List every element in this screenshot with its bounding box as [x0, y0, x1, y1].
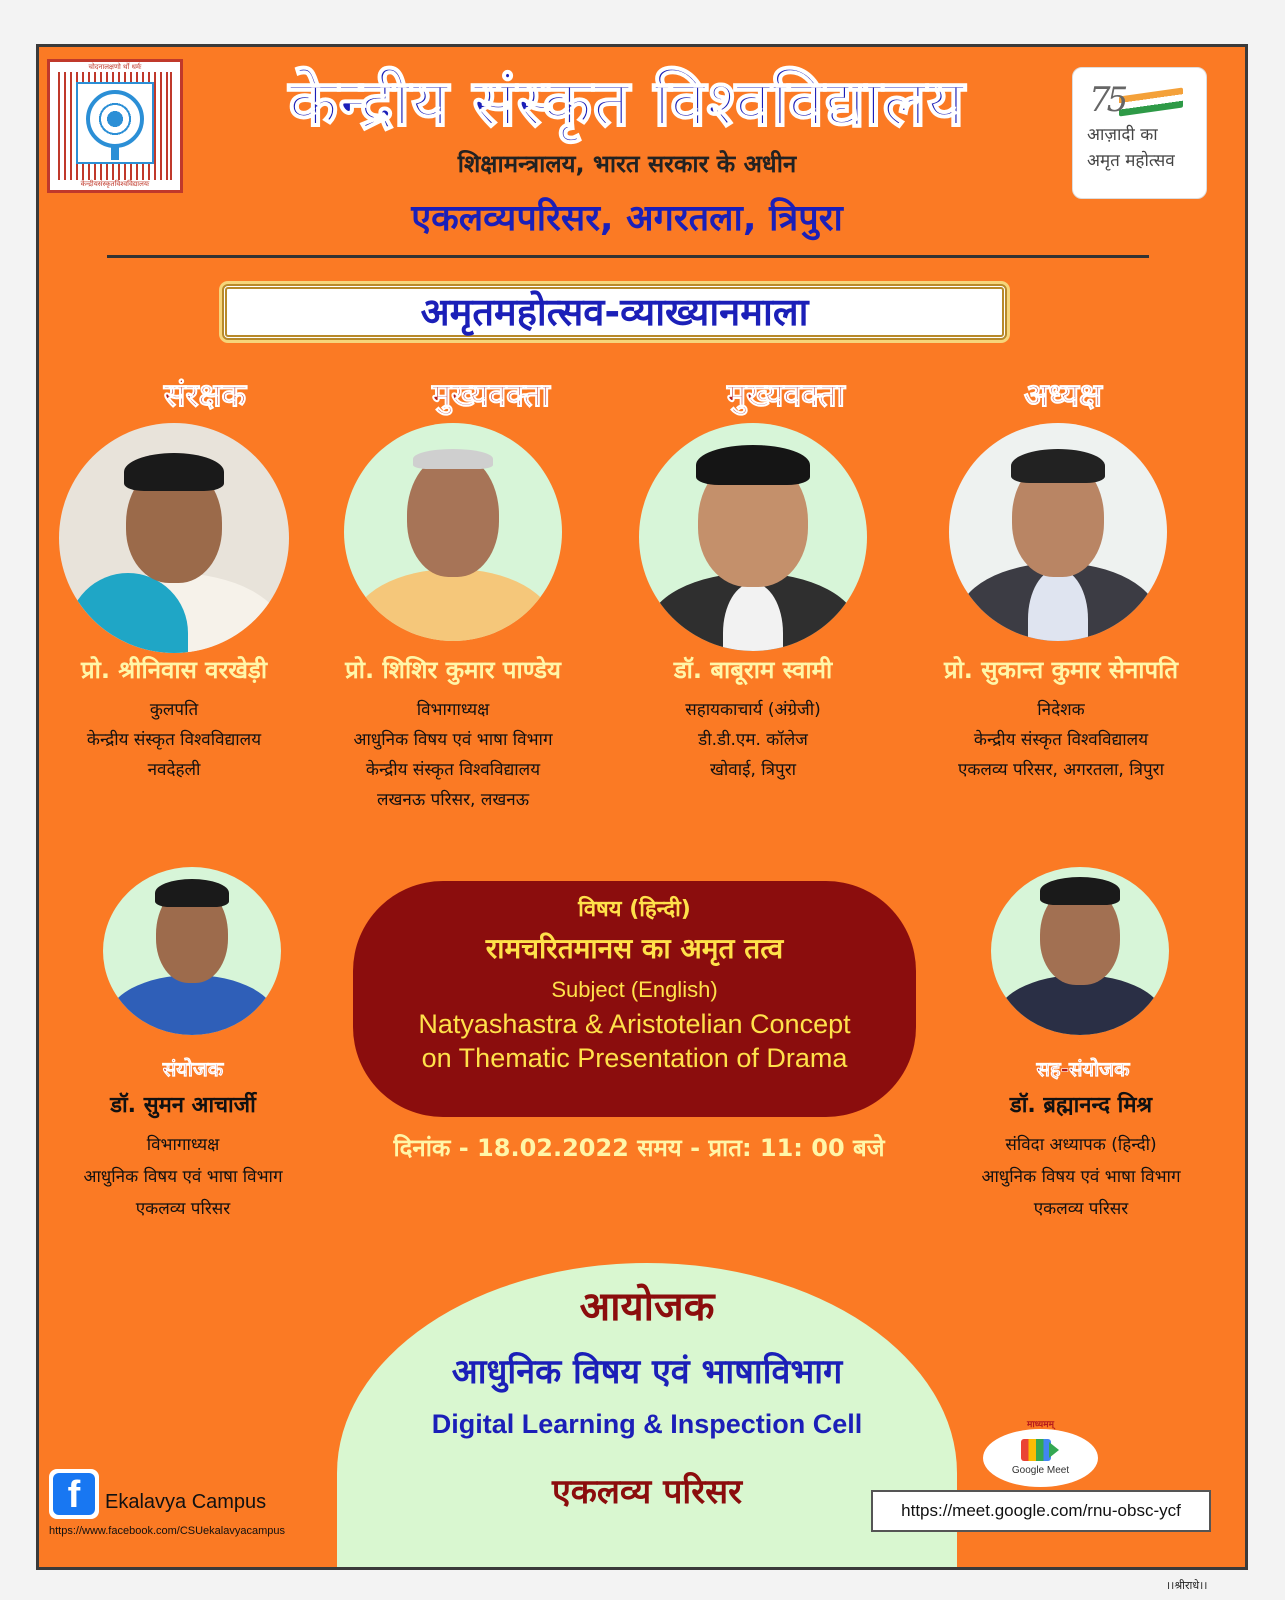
azadi-line2: अमृत महोत्सव [1087, 151, 1175, 171]
university-logo [47, 59, 183, 193]
coordinator-desc-line: एकलव्य परिसर [135, 1199, 231, 1219]
google-meet-icon [1021, 1439, 1051, 1461]
organizer-department: आधुनिक विषय एवं भाषाविभाग [451, 1352, 843, 1392]
photo-hair [155, 879, 229, 907]
photo-hair [1011, 449, 1105, 483]
speaker-desc-line: विभागाध्यक्ष [416, 700, 490, 720]
google-meet-logo [983, 1420, 1098, 1487]
google-meet-link[interactable]: https://meet.google.com/rnu-obsc-ycf [871, 1490, 1211, 1532]
series-title-banner: अमृतमहोत्सव-व्याख्यानमाला [222, 284, 1007, 340]
speaker-desc-line: डी.डी.एम. कॉलेज [698, 730, 808, 750]
lotus-emblem-icon [86, 90, 144, 148]
speaker-desc-line: निदेशक [1037, 700, 1085, 720]
photo-hair [124, 453, 224, 491]
speaker-desc-line: नवदेहली [147, 760, 201, 780]
subject-hindi-title: रामचरितमानस का अमृत तत्व [485, 932, 784, 965]
speaker-desc-line: आधुनिक विषय एवं भाषा विभाग [353, 730, 553, 750]
photo-face [407, 453, 499, 577]
photo-body [107, 975, 277, 1035]
co-coordinator-desc-line: संविदा अध्यापक (हिन्दी) [1005, 1135, 1157, 1155]
speaker-desc [36, 695, 324, 785]
speaker-name: प्रो. श्रीनिवास वरखेड़ी [80, 656, 268, 684]
facebook-page-name[interactable]: Ekalavya Campus [105, 1491, 267, 1513]
speaker-role: संरक्षक [163, 376, 247, 414]
campus-title: एकलव्यपरिसर, अगरतला, त्रिपुरा [411, 198, 843, 239]
speaker-desc [911, 695, 1211, 785]
speaker-desc-line: केन्द्रीय संस्कृत विश्वविद्यालय [86, 730, 262, 750]
google-meet-icon-lens [1049, 1442, 1059, 1458]
speaker-role: मुख्यवक्ता [432, 376, 550, 414]
subject-english-label: Subject (English) [551, 977, 718, 1002]
speaker-desc [603, 695, 903, 785]
coordinator-desc-line: आधुनिक विषय एवं भाषा विभाग [83, 1167, 283, 1187]
coordinator-photo [103, 867, 281, 1035]
speaker-desc-line: केन्द्रीय संस्कृत विश्वविद्यालय [365, 760, 541, 780]
facebook-icon[interactable]: f [49, 1469, 99, 1519]
coordinator-role: संयोजक [162, 1057, 224, 1081]
google-meet-caption: माध्यमम् [1026, 1420, 1055, 1430]
organizer-campus: एकलव्य परिसर [551, 1472, 743, 1512]
speaker-name: प्रो. शिशिर कुमार पाण्डेय [345, 656, 561, 684]
photo-hair [1040, 877, 1120, 905]
co-coordinator-name: डॉ. ब्रह्मानन्द मिश्र [1009, 1093, 1153, 1118]
speaker-desc [303, 695, 603, 815]
speaker-desc-line: केन्द्रीय संस्कृत विश्वविद्यालय [973, 730, 1149, 750]
coordinator-desc-line: विभागाध्यक्ष [146, 1135, 220, 1155]
speaker-photo-keynote-2 [639, 423, 867, 651]
speaker-role: मुख्यवक्ता [727, 376, 845, 414]
speaker-photo-patron [59, 423, 289, 653]
coordinator-desc [36, 1129, 333, 1225]
header-divider [107, 255, 1149, 258]
subject-hindi-label: विषय (हिन्दी) [578, 897, 691, 922]
organizer-title: आयोजक [579, 1284, 715, 1330]
speaker-photo-keynote-1 [344, 423, 562, 641]
subject-box [353, 881, 916, 1117]
speaker-desc-line: सहायकाचार्य (अंग्रेजी) [685, 700, 821, 720]
co-coordinator-role: सह-संयोजक [1036, 1057, 1130, 1081]
subject-english-line2: on Thematic Presentation of Drama [421, 1043, 848, 1073]
speaker-name: डॉ. बाबूराम स्वामी [673, 656, 833, 684]
speaker-desc-line: लखनऊ परिसर, लखनऊ [376, 790, 530, 810]
co-coordinator-desc-line: आधुनिक विषय एवं भाषा विभाग [981, 1167, 1181, 1187]
event-datetime: दिनांक - 18.02.2022 समय - प्रात: 11: 00 बजे [393, 1134, 885, 1162]
speaker-name: प्रो. सुकान्त कुमार सेनापति [943, 656, 1179, 684]
logo-name: केन्द्रीयसंस्कृतविश्वविद्यालयः [50, 180, 180, 189]
azadi-number: 75 [1089, 80, 1125, 120]
facebook-url[interactable]: https://www.facebook.com/CSUekalavyacampus [49, 1525, 285, 1537]
speaker-desc-line: खोवाई, त्रिपुरा [709, 760, 797, 780]
speaker-desc-line: एकलव्य परिसर, अगरतला, त्रिपुरा [957, 760, 1165, 780]
photo-body [353, 569, 553, 641]
coordinator-name: डॉ. सुमन आचार्जी [110, 1093, 256, 1118]
university-title: केन्द्रीय संस्कृत विश्वविद्यालय [288, 67, 966, 141]
google-meet-label: Google Meet [1011, 1465, 1070, 1476]
co-coordinator-photo [991, 867, 1169, 1035]
azadi-ka-amrit-mahotsav-logo [1072, 67, 1207, 199]
photo-hair [413, 449, 493, 469]
logo-motto: चोदनालक्षणो र्थो धर्मः [50, 63, 180, 72]
logo-stem [111, 146, 119, 160]
co-coordinator-desc-line: एकलव्य परिसर [1033, 1199, 1129, 1219]
speaker-role: अध्यक्ष [1024, 376, 1102, 414]
speaker-photo-chair [949, 423, 1167, 641]
footer-signature: ।।श्रीराधे।। [1166, 1579, 1208, 1592]
co-coordinator-desc [931, 1129, 1231, 1225]
logo-emblem-box [76, 82, 154, 164]
ministry-subtitle: शिक्षामन्त्रालय, भारत सरकार के अधीन [457, 150, 797, 178]
flag-icon [1119, 88, 1183, 117]
azadi-line1: आज़ादी का [1087, 125, 1158, 145]
photo-hair [696, 445, 810, 485]
subject-english-line1: Natyashastra & Aristotelian Concept [418, 1009, 851, 1039]
poster [36, 44, 1248, 1570]
speaker-desc-line: कुलपति [149, 700, 199, 720]
organizer-cell: Digital Learning & Inspection Cell [431, 1409, 863, 1439]
